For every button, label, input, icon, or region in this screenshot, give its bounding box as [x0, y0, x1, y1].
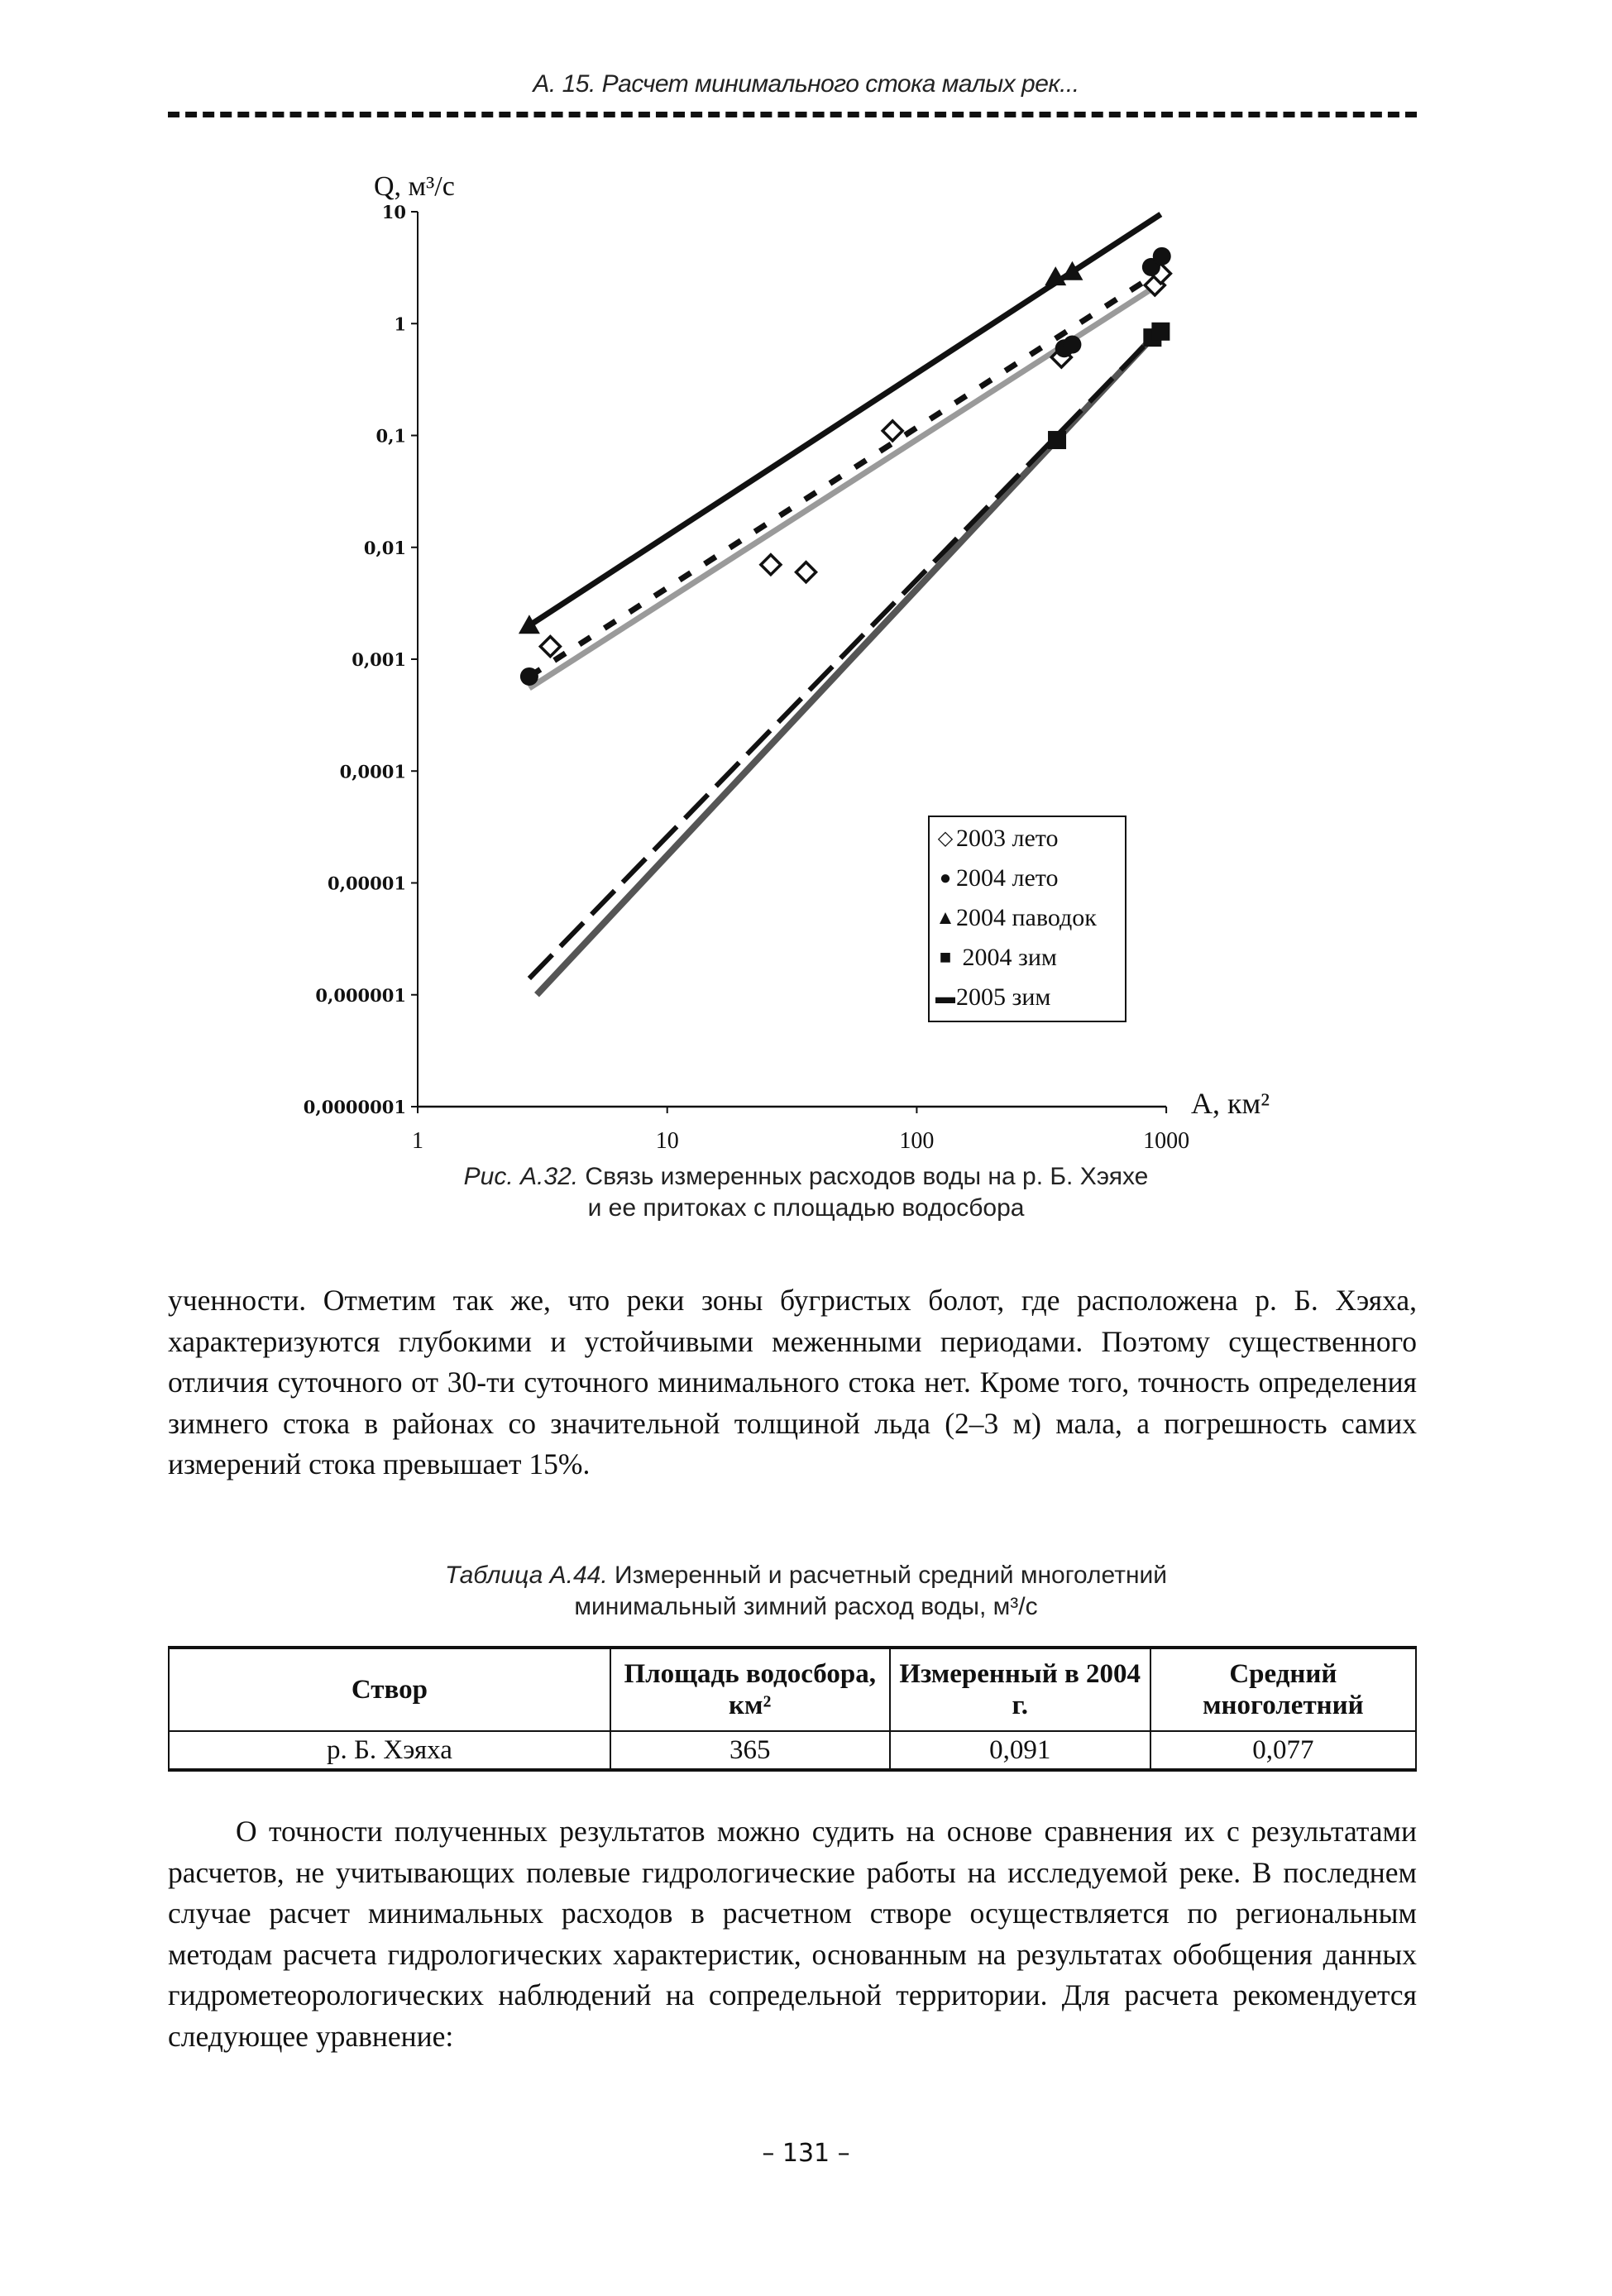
column-header: Площадь водосбора, км²	[610, 1648, 890, 1731]
y-tick-label: 0,1	[375, 425, 406, 447]
running-head: А. 15. Расчет минимального стока малых рек...	[533, 70, 1079, 98]
y-tick-label: 0,0001	[339, 761, 406, 782]
body-paragraph-1	[168, 1280, 1417, 1485]
y-tick-label: 0,0000001	[303, 1097, 406, 1117]
x-tick-label: 10	[655, 1128, 679, 1154]
table-cell: р. Б. Хэяха	[169, 1731, 610, 1770]
legend-item: ● 2004 лето	[935, 860, 1059, 893]
x-tick-label: 100	[899, 1128, 935, 1154]
table-cell: 0,091	[890, 1731, 1150, 1770]
figure-caption-text-line2: и ее притоках с площадью водосбора	[587, 1194, 1025, 1222]
data-table	[168, 1646, 1417, 1772]
page-number: – 131 –	[762, 2139, 850, 2168]
figure-caption-text: Связь измеренных расходов воды на р. Б. Хэяхе	[578, 1163, 1149, 1190]
y-tick-label: 0,001	[352, 649, 406, 670]
y-tick-label: 0,000001	[315, 984, 406, 1006]
figure-caption	[0, 1161, 1612, 1224]
table-caption-text-line2: минимальный зимний расход воды, м³/с	[574, 1593, 1038, 1620]
table-caption	[0, 1560, 1612, 1623]
column-header: Створ	[169, 1648, 610, 1731]
table-cell: 365	[610, 1731, 890, 1770]
data-point-marker	[796, 562, 816, 582]
trend-line	[529, 270, 1162, 677]
legend-item: ▲2004 паводок	[935, 900, 1097, 933]
data-point-marker	[520, 667, 538, 686]
paragraph-text: О точности полученных результатов можно судить на основе сравнения их с результатами расчетов, не учитывающих полевые гидрологические работы на исследуемой реке. В последнем случае расчет минимальных расходов в расчетном створе осуществляется по региональным методам расчета гидрологических характеристик, основанным на результатах обобщения данных гидрометеорологических наблюдений на сопредельной территории. Для расчета рекомендуется следующее уравнение:	[168, 1815, 1417, 2053]
table-caption-text: Измеренный и расчетный средний многолетний	[607, 1562, 1168, 1589]
paragraph-text: ученности. Отметим так же, что реки зоны бугристых болот, где расположена р. Б. Хэяха, характеризуются глубокими и устойчивыми меженными периодами. Поэтому существенного отличия суточного от 30-ти суточного минимального стока нет. Кроме того, точность определения зимнего стока в районах со значительной толщиной льда (2–3 м) мала, а погрешность самих измерений стока превышает 15%.	[168, 1284, 1417, 1480]
table-header-row	[169, 1648, 1416, 1731]
data-point-marker	[1063, 336, 1081, 354]
figure-caption-label: Рис. А.32.	[463, 1163, 579, 1190]
data-point-marker	[1048, 431, 1066, 449]
y-axis-label: Q, м³/с	[374, 171, 455, 202]
x-axis-label: A, км²	[1191, 1087, 1270, 1120]
legend-item: ■ 2004 зим	[935, 940, 1057, 973]
legend-item: ▬2005 зим	[935, 979, 1050, 1012]
y-tick-label: 0,00001	[328, 873, 406, 894]
data-point-marker	[1153, 247, 1171, 265]
x-tick-label: 1	[412, 1128, 423, 1154]
dash-icon: ▬	[935, 987, 955, 1009]
circle-icon: ●	[939, 868, 952, 890]
column-header: Средний многолетний	[1150, 1648, 1416, 1731]
square-icon: ■	[939, 947, 952, 969]
table-row	[169, 1731, 1416, 1770]
column-header: Измеренный в 2004 г.	[890, 1648, 1150, 1731]
data-point-marker	[883, 421, 902, 441]
table-caption-label: Таблица А.44.	[444, 1562, 608, 1589]
triangle-icon: ▲	[935, 907, 955, 930]
legend-item: ◇ 2003 лето	[935, 820, 1059, 854]
x-tick-label: 1000	[1143, 1128, 1190, 1154]
y-tick-label: 0,01	[363, 537, 406, 558]
y-tick-label: 1	[394, 313, 406, 335]
diamond-icon: ◇	[937, 828, 954, 850]
data-point-marker	[1151, 323, 1170, 341]
chart-legend	[928, 816, 1126, 1022]
table-cell: 0,077	[1150, 1731, 1416, 1770]
data-point-marker	[540, 637, 560, 657]
body-paragraph-2	[168, 1811, 1417, 2057]
y-tick-label: 10	[381, 202, 406, 222]
data-point-marker	[761, 555, 781, 575]
